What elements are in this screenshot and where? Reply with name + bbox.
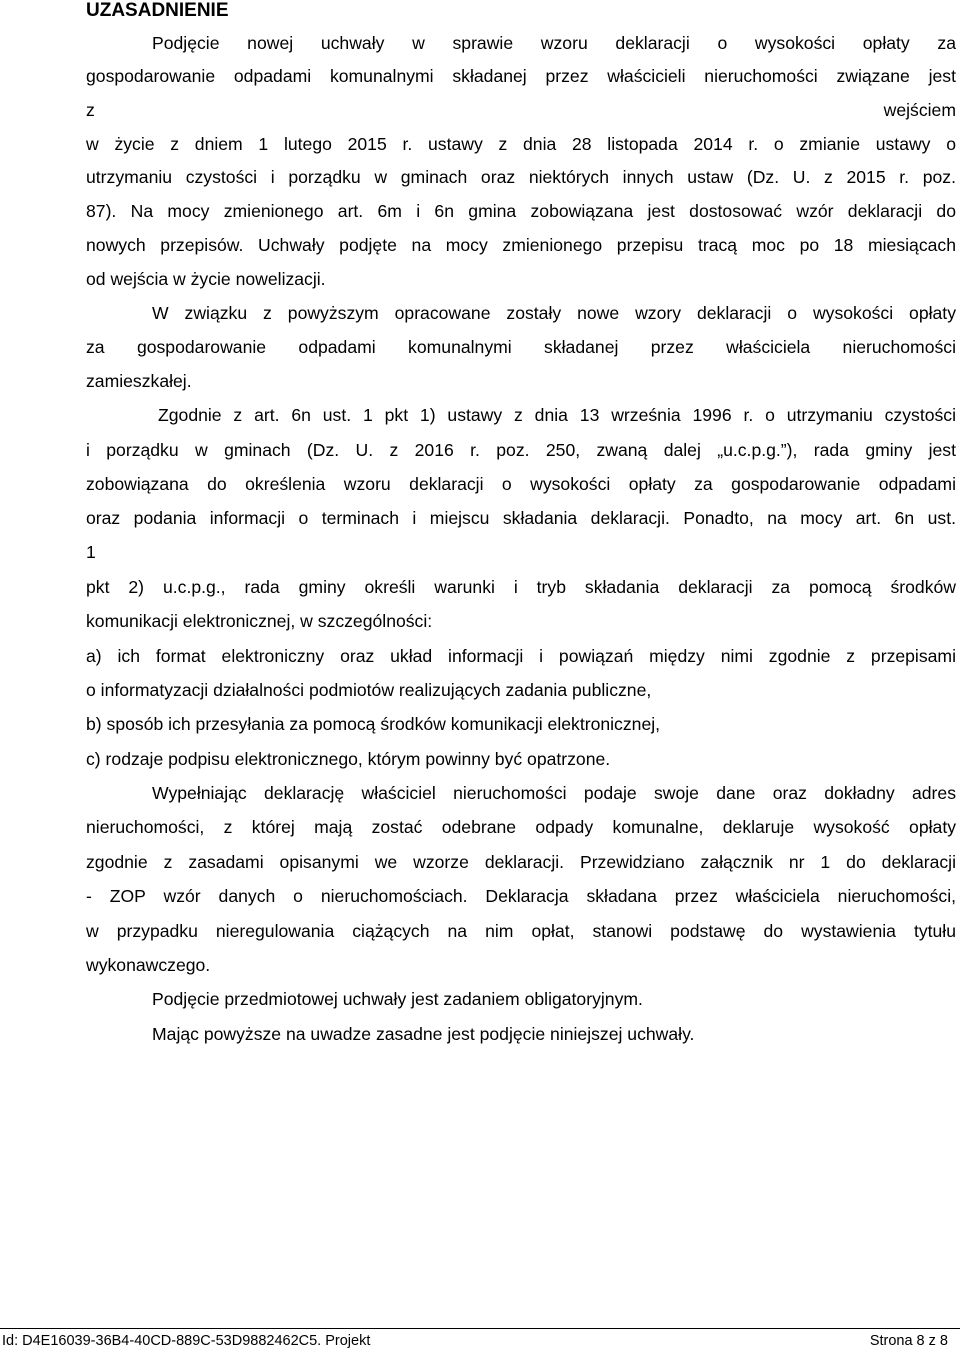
text-line: utrzymaniu czystości i porządku w gminach oraz niektórych innych ustaw (Dz. U. z 2015 r. poz. bbox=[86, 167, 956, 187]
text-line: od wejścia w życie nowelizacji. bbox=[86, 269, 326, 289]
text-line: i porządku w gminach (Dz. U. z 2016 r. poz. 250, zwaną dalej „u.c.p.g.”), rada gminy jest bbox=[86, 440, 956, 460]
text-line: Podjęcie przedmiotowej uchwały jest zadaniem obligatoryjnym. bbox=[152, 989, 643, 1009]
footer-document-id: Id: D4E16039-36B4-40CD-889C-53D9882462C5. Projekt bbox=[2, 1333, 371, 1349]
text-line: gospodarowanie odpadami komunalnymi składanej przez właścicieli nieruchomości związane jest bbox=[86, 66, 956, 86]
text-line: o informatyzacji działalności podmiotów realizujących zadania publiczne, bbox=[86, 680, 652, 700]
text-line: Wypełniając deklarację właściciel nieruchomości podaje swoje dane oraz dokładny adres bbox=[152, 783, 956, 803]
text-line: 1 bbox=[86, 542, 96, 562]
text-line: zobowiązana do określenia wzoru deklaracji o wysokości opłaty za gospodarowanie odpadami bbox=[86, 474, 956, 494]
text-line: c) rodzaje podpisu elektronicznego, którym powinny być opatrzone. bbox=[86, 749, 611, 769]
text-line: nowych przepisów. Uchwały podjęte na mocy zmienionego przepisu tracą moc po 18 miesiącach bbox=[86, 235, 956, 255]
footer-divider bbox=[0, 1328, 960, 1329]
text-line: w życie z dniem 1 lutego 2015 r. ustawy z dnia 28 listopada 2014 r. o zmianie ustawy o bbox=[86, 134, 956, 154]
text-line: w przypadku nieregulowania ciążących na nim opłat, stanowi podstawę do wystawienia tytułu bbox=[86, 921, 956, 941]
text-line: komunikacji elektronicznej, w szczególności: bbox=[86, 611, 433, 631]
text-line: Mając powyższe na uwadze zasadne jest podjęcie niniejszej uchwały. bbox=[152, 1024, 695, 1044]
text-line: pkt 2) u.c.p.g., rada gminy określi warunki i tryb składania deklaracji za pomocą środków bbox=[86, 577, 956, 597]
text-line: Podjęcie nowej uchwały w sprawie wzoru deklaracji o wysokości opłaty za bbox=[152, 33, 956, 53]
text-line: zgodnie z zasadami opisanymi we wzorze deklaracji. Przewidziano załącznik nr 1 do deklaracji bbox=[86, 852, 956, 872]
text-line: a) ich format elektroniczny oraz układ informacji i powiązań między nimi zgodnie z przepisami bbox=[86, 646, 956, 666]
text-line: z bbox=[86, 100, 95, 120]
text-line: wykonawczego. bbox=[86, 955, 211, 975]
text-line: oraz podania informacji o terminach i miejscu składania deklaracji. Ponadto, na mocy art. 6n ust. bbox=[86, 508, 956, 528]
text-line: wejściem bbox=[883, 100, 956, 120]
footer-page-number: Strona 8 z 8 bbox=[869, 1333, 948, 1349]
text-line: 87). Na mocy zmienionego art. 6m i 6n gmina zobowiązana jest dostosować wzór deklaracji do bbox=[86, 201, 956, 221]
text-line: zamieszkałej. bbox=[86, 371, 192, 391]
document-heading: UZASADNIENIE bbox=[86, 0, 229, 21]
text-line: nieruchomości, z której mają zostać odebrane odpady komunalne, deklaruje wysokość opłaty bbox=[86, 817, 956, 837]
text-line: b) sposób ich przesyłania za pomocą środków komunikacji elektronicznej, bbox=[86, 714, 661, 734]
text-line: za gospodarowanie odpadami komunalnymi składanej przez właściciela nieruchomości bbox=[86, 337, 956, 357]
text-line: Zgodnie z art. 6n ust. 1 pkt 1) ustawy z dnia 13 września 1996 r. o utrzymaniu czystości bbox=[158, 405, 956, 425]
text-line: W związku z powyższym opracowane zostały nowe wzory deklaracji o wysokości opłaty bbox=[152, 303, 956, 323]
text-line: - ZOP wzór danych o nieruchomościach. Deklaracja składana przez właściciela nieruchomości, bbox=[86, 886, 956, 906]
